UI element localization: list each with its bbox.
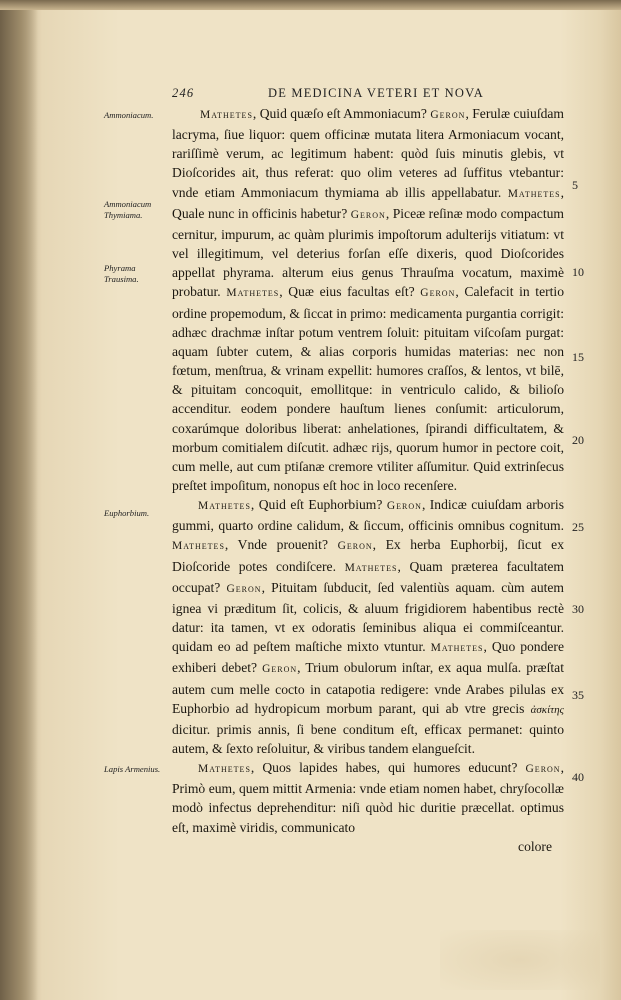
text-run: , Calefacit in tertio ordine propemodum, & ſiccat in primo: medicamenta purgantia corrigit: adhæc drachmæ inſtar potum ventrem ſoluit: pituitam viſcoſam purgat: aquam ſubter cutem, & alias corporis humidas materias: nec non fœtum, menſtrua, & vrinam expellit: humores craſſos, & lentos, vt bilē, & pituitam concoquit, emollitque: in ventriculo calido, & bilioſo accenditur. eodem pondere hauſtum lienes conſumit: articulorum, coxarúmque doloribus liberat: anhelationes, ſpirandi difficultatem, & morbum comitialem diſcutit. adhæc rijs, quorum humor in pectore coit, cum melle, aut cum ptiſanæ cremore vtiliter aſſumitur. Quid extrinſecus preſtet impoſitum, nonopus eſt hoc in loco recenſere. [172,284,564,493]
text-run: dicitur. primis annis, ſi bene conditum eſt, efficax permanet: quinto autem, & ſexto reſoluitur, & viribus tandem elangueſcit. [172,721,564,756]
speaker-name: Mathetes [200,109,253,121]
margin-note-phyrama: Phyrama Trausima. [104,263,139,284]
book-spine-shadow [0,0,38,1000]
speaker-name: Geron [525,763,561,776]
speaker-name: Geron [337,540,373,553]
margin-note-lapis-armenius: Lapis Armenius. [104,764,161,774]
speaker-name: Geron [350,208,386,221]
margin-note-ammoniacum: Ammoniacum. [104,110,154,120]
margin-note-euphorbium: Euphorbium. [104,508,150,518]
line-number: 30 [572,602,584,616]
running-header [0,86,621,106]
text-run: , Primò eum, quem mittit Armenia: vnde etiam nomen habet, chryſocollæ modò infectus deprehenditur: niſi quòd hic duritie præcellat. optimus eſt, maximè viridis, communicato [172,760,564,835]
line-number: 40 [572,770,584,784]
speaker-name: Geron [226,582,262,595]
running-title: DE MEDICINA VETERI ET NOVA [268,86,484,100]
text-run: , Indicæ cuiuſdam arboris gummi, quarto ordine calidum, & ſiccum, officinis omnibus cognitum. [172,497,564,534]
speaker-name: Geron [386,500,422,513]
text-run: , Quæ eius facultas eſt? [279,284,421,300]
text-run: , Quale nunc in officinis habetur? [172,184,564,221]
text-run: , Piceæ reſinæ modo compactum cernitur, impurum, ac quàm plurimis impoſtorum adulterijs vitiatum: vt vel illegitimum, vel deterius forſan eſſe dixeris, quod Dioſcorides appellat phyrama. alterum eius genus Thrauſma vocatum, maximè probatur. [172,205,564,300]
speaker-name: Mathetes [344,561,398,574]
line-number: 5 [572,178,578,192]
speaker-name: Mathetes [430,642,484,655]
text-run: , Ex herba Euphorbij, ſicut ex Dioſcoride potes condiſcere. [172,537,564,574]
speaker-name: Mathetes [226,287,280,300]
speaker-name: Geron [430,109,466,121]
speaker-name: Mathetes [198,763,251,776]
speaker-name: Mathetes [507,187,561,200]
speaker-name: Geron [262,663,298,676]
greek-word: ἀσκίτης [530,703,564,716]
line-number: 15 [572,350,584,364]
text-run: , Pituitam ſubducit, ſed valentiùs aquam. cùm autem ignea vi præditum ſit, colicis, & aluum frigidiorem habentibus rectè datur: ita tamen, vt ex odoratis ſeminibus aliqua ei commiſceantur. quidam eo ad peſtem maſtiche mixto vtuntur. [172,579,564,655]
text-run: , Quam præterea facultatem occupat? [172,558,564,595]
speaker-name: Mathetes [172,540,225,553]
line-number: 25 [572,520,584,534]
body-text [172,104,564,856]
line-number: 35 [572,688,584,702]
catchword: colore [518,838,552,854]
text-run: , Quos lapides habes, qui humores educunt? [250,760,526,776]
paper-stain [440,930,600,990]
speaker-name: Geron [420,287,456,300]
line-number: 20 [572,433,584,447]
paragraph-lapis-armenius [172,758,564,837]
line-number: 10 [572,265,584,279]
paragraph-euphorbium [172,495,564,758]
page-top-edge [0,0,621,10]
text-run: , Vnde prouenit? [224,537,338,553]
text-run: , Ferulæ cuiuſdam lacryma, ſiue liquor: quem officinæ mutata litera Armoniacum vocant, rariſſimè verum, ac legitimum habent: quòd ſuis minutis glebis, vt Dioſcorides ait, thus referat: quo olim veteres ad ſuffitus vtebantur: vnde etiam Ammoniacum thymiama ab illis appellabatur. [172,106,564,200]
speaker-name: Mathetes [198,500,251,513]
text-run: , Trium obulorum inſtar, ex aqua mulſa. præſtat autem cum melle cocto in catapotia redigere: vnde Arabes pilulas ex Euphorbio ad hydropicum morbum parant, qui ab vtre grecis [172,660,564,716]
text-run: , Quid eſt Euphorbium? [250,497,387,513]
paragraph-ammoniacum [172,104,564,495]
text-run: , Quo pondere exhiberi debet? [172,639,564,676]
text-run: , Quid quæſo eſt Ammoniacum? [252,106,431,121]
margin-note-ammoniacum-thymiama: Ammoniacum Thymiama. [104,199,152,220]
page-number: 246 [172,86,195,100]
